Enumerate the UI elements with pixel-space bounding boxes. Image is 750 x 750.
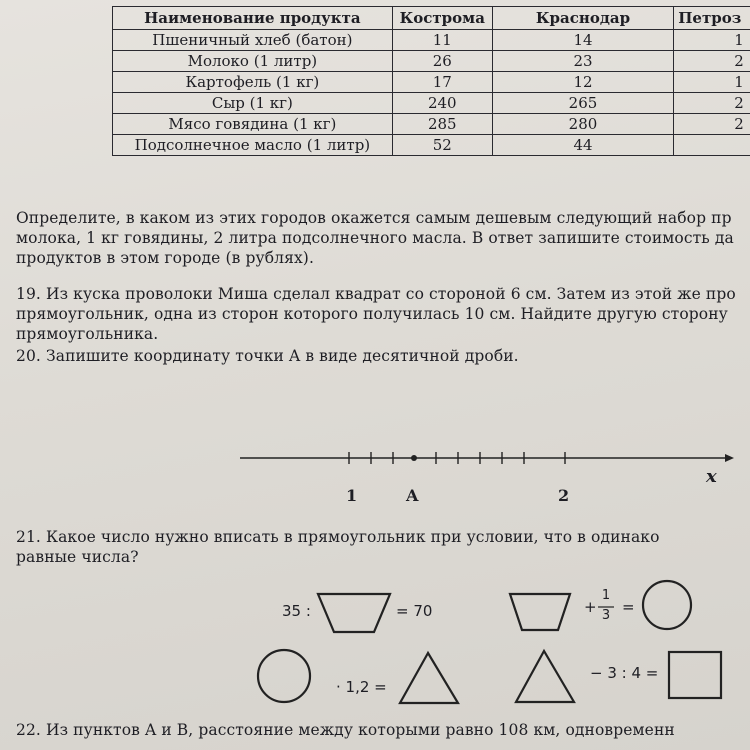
price-cell: 1 bbox=[674, 72, 750, 93]
price-cell: 2 bbox=[674, 93, 750, 114]
price-cell: 23 bbox=[492, 51, 674, 72]
expr-35-div: 35 : bbox=[282, 602, 311, 620]
price-cell: 12 bbox=[492, 72, 674, 93]
price-cell: 280 bbox=[492, 114, 674, 135]
axis-arrow bbox=[725, 454, 734, 462]
table-header-cell: Наименование продукта bbox=[113, 7, 393, 30]
text-line: Определите, в каком из этих городов окажется самым дешевым следующий набор пр bbox=[16, 209, 732, 227]
circle-shape bbox=[643, 581, 691, 629]
price-cell: 265 bbox=[492, 93, 674, 114]
text-line: прямоугольник, одна из сторон которого получилась 10 см. Найдите другую сторону bbox=[16, 305, 728, 323]
text-line: молока, 1 кг говядины, 2 литра подсолнечного масла. В ответ запишите стоимость да bbox=[16, 229, 734, 247]
price-cell: 2 bbox=[674, 51, 750, 72]
product-name: Подсолнечное масло (1 литр) bbox=[113, 135, 393, 156]
triangle-shape bbox=[400, 653, 458, 703]
triangle-shape bbox=[516, 651, 574, 702]
circle-shape bbox=[258, 650, 310, 702]
fraction-numerator: 1 bbox=[601, 588, 611, 603]
table-header-cell: Петроз bbox=[674, 7, 750, 30]
price-cell: 1 bbox=[674, 30, 750, 51]
expr-equals: = bbox=[622, 598, 635, 616]
axis-label-a: A bbox=[406, 486, 419, 505]
task-21-text bbox=[16, 527, 750, 567]
text-line: 22. Из пунктов A и B, расстояние между которыми равно 108 км, одновременн bbox=[16, 721, 675, 739]
text-line: 20. Запишите координату точки A в виде десятичной дроби. bbox=[16, 347, 519, 365]
product-name: Пшеничный хлеб (батон) bbox=[113, 30, 393, 51]
text-line: прямоугольника. bbox=[16, 325, 159, 343]
axis-label-x: x bbox=[706, 466, 717, 487]
table-header-cell: Краснодар bbox=[492, 7, 674, 30]
price-cell: 17 bbox=[392, 72, 492, 93]
axis-label-1: 1 bbox=[346, 486, 358, 505]
table-header-cell: Кострома bbox=[392, 7, 492, 30]
axis-label-2: 2 bbox=[558, 486, 570, 505]
price-cell: 11 bbox=[392, 30, 492, 51]
expr-plus: + bbox=[584, 598, 597, 616]
price-cell: 44 bbox=[492, 135, 674, 156]
point-a bbox=[411, 455, 417, 461]
price-cell: 2 bbox=[674, 114, 750, 135]
expr-times-1-2: · 1,2 = bbox=[336, 678, 387, 696]
price-cell: 285 bbox=[392, 114, 492, 135]
text-line: продуктов в этом городе (в рублях). bbox=[16, 249, 314, 267]
product-name: Молоко (1 литр) bbox=[113, 51, 393, 72]
price-cell: 52 bbox=[392, 135, 492, 156]
expr-eq-70: = 70 bbox=[396, 602, 433, 620]
product-name: Картофель (1 кг) bbox=[113, 72, 393, 93]
trapezoid-shape bbox=[318, 594, 390, 632]
price-cell: 14 bbox=[492, 30, 674, 51]
product-name: Мясо говядина (1 кг) bbox=[113, 114, 393, 135]
text-line: равные числа? bbox=[16, 548, 139, 566]
task-22-text bbox=[16, 720, 750, 740]
product-name: Сыр (1 кг) bbox=[113, 93, 393, 114]
text-line: 19. Из куска проволоки Миша сделал квадрат со стороной 6 см. Затем из этой же про bbox=[16, 285, 736, 303]
expr-minus-3-div-4: − 3 : 4 = bbox=[590, 664, 659, 682]
price-cell: 26 bbox=[392, 51, 492, 72]
square-shape bbox=[669, 652, 721, 698]
price-cell: 240 bbox=[392, 93, 492, 114]
text-line: 21. Какое число нужно вписать в прямоугольник при условии, что в одинако bbox=[16, 528, 660, 546]
fraction-denominator: 3 bbox=[601, 608, 611, 623]
trapezoid-shape bbox=[510, 594, 570, 630]
